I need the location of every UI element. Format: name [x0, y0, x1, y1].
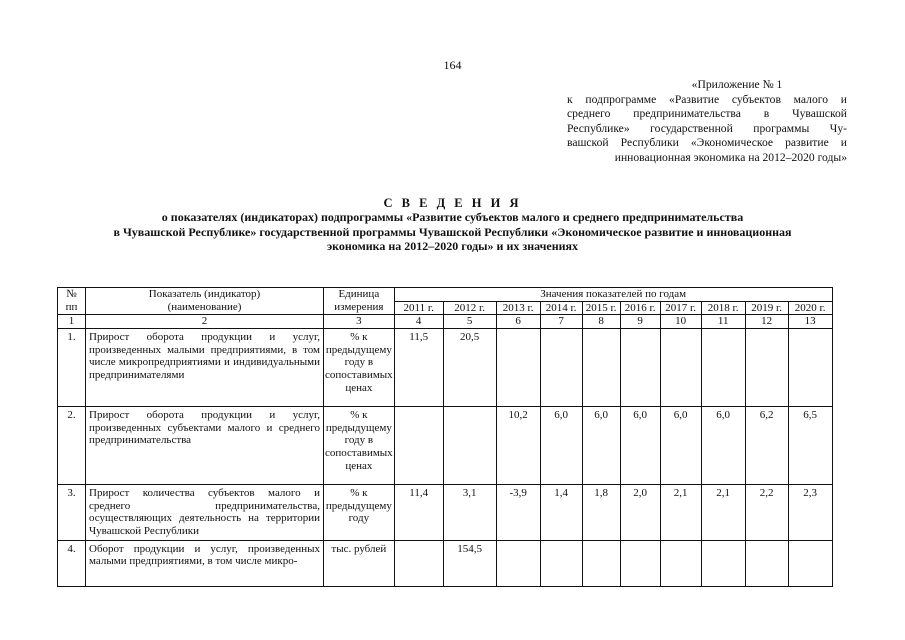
column-number: 8	[582, 315, 620, 329]
row-number: 4.	[58, 540, 86, 586]
value-cell	[620, 540, 660, 586]
document-heading	[40, 196, 865, 253]
table-row	[58, 407, 833, 485]
value-cell	[745, 540, 788, 586]
row-number: 3.	[58, 485, 86, 540]
header-values-group: Значения показателей по годам	[394, 288, 832, 302]
header-year: 2020 г.	[788, 301, 832, 315]
row-number: 2.	[58, 407, 86, 485]
value-cell	[701, 329, 745, 407]
header-year: 2019 г.	[745, 301, 788, 315]
value-cell	[540, 540, 582, 586]
value-cell	[540, 329, 582, 407]
header-num: № пп	[58, 288, 86, 315]
value-cell: 2,1	[660, 485, 701, 540]
appendix-line: инновационная экономика на 2012–2020 годы»	[614, 150, 847, 164]
indicator-name: Прирост оборота продукции и услуг, произведенных субъектами малого и среднего предпринимательства	[86, 407, 324, 485]
value-cell	[660, 540, 701, 586]
value-cell	[788, 329, 832, 407]
header-year: 2018 г.	[701, 301, 745, 315]
table-row	[58, 329, 833, 407]
value-cell: 2,3	[788, 485, 832, 540]
value-cell: 20,5	[443, 329, 496, 407]
value-cell: 6,2	[745, 407, 788, 485]
header-unit: Единица измерения	[324, 288, 395, 315]
value-cell: 1,4	[540, 485, 582, 540]
unit-of-measure: тыс. рублей	[324, 540, 395, 586]
header-year: 2014 г.	[540, 301, 582, 315]
header-year: 2011 г.	[394, 301, 443, 315]
value-cell	[745, 329, 788, 407]
value-cell	[394, 540, 443, 586]
column-number: 2	[86, 315, 324, 329]
column-number: 6	[496, 315, 540, 329]
value-cell: -3,9	[496, 485, 540, 540]
indicator-name: Оборот продукции и услуг, произведенных малыми предприятиями, в том числе микро-	[86, 540, 324, 586]
appendix-title: «Приложение № 1	[691, 78, 783, 91]
column-number: 1	[58, 315, 86, 329]
value-cell: 3,1	[443, 485, 496, 540]
appendix-line: к подпрограмме «Развитие субъектов малого и	[567, 92, 847, 106]
value-cell: 2,1	[701, 485, 745, 540]
value-cell	[660, 329, 701, 407]
header-year: 2015 г.	[582, 301, 620, 315]
appendix-line: Республике» государственной программы Чу-	[567, 121, 847, 135]
row-number: 1.	[58, 329, 86, 407]
value-cell: 6,0	[540, 407, 582, 485]
column-numbers-row	[58, 315, 833, 329]
value-cell	[394, 407, 443, 485]
value-cell: 10,2	[496, 407, 540, 485]
column-number: 9	[620, 315, 660, 329]
value-cell: 1,8	[582, 485, 620, 540]
header-year: 2017 г.	[660, 301, 701, 315]
value-cell: 2,0	[620, 485, 660, 540]
indicator-name: Прирост оборота продукции и услуг, произведенных малыми предприятиями, в том числе микропредприятиями и индивидуальными предпринимателями	[86, 329, 324, 407]
header-year: 2013 г.	[496, 301, 540, 315]
table-row	[58, 485, 833, 540]
value-cell: 11,4	[394, 485, 443, 540]
value-cell: 6,0	[660, 407, 701, 485]
value-cell: 6,5	[788, 407, 832, 485]
value-cell	[496, 329, 540, 407]
value-cell: 6,0	[582, 407, 620, 485]
heading-title: С В Е Д Е Н И Я	[383, 196, 522, 210]
value-cell	[620, 329, 660, 407]
column-number: 12	[745, 315, 788, 329]
value-cell: 6,0	[701, 407, 745, 485]
indicators-table	[57, 287, 833, 587]
unit-of-measure: % к предыдущему году	[324, 485, 395, 540]
indicator-name: Прирост количества субъектов малого и среднего предпринимательства, осуществляющих деятельность на территории Чувашской Республики	[86, 485, 324, 540]
heading-line: в Чувашской Республике» государственной программы Чувашской Республики «Экономическое развитие и инновационная	[113, 224, 792, 239]
unit-of-measure: % к предыдущему году в сопоставимых ценах	[324, 407, 395, 485]
value-cell	[788, 540, 832, 586]
column-number: 13	[788, 315, 832, 329]
column-number: 10	[660, 315, 701, 329]
appendix-note	[567, 78, 847, 166]
column-number: 11	[701, 315, 745, 329]
header-indicator: Показатель (индикатор) (наименование)	[86, 288, 324, 315]
header-year: 2016 г.	[620, 301, 660, 315]
table-header-row	[58, 288, 833, 302]
heading-line: о показателях (индикаторах) подпрограммы «Развитие субъектов малого и среднего предпринимательства	[161, 210, 744, 225]
table-row	[58, 540, 833, 586]
header-year: 2012 г.	[443, 301, 496, 315]
value-cell	[582, 329, 620, 407]
value-cell: 2,2	[745, 485, 788, 540]
column-number: 3	[324, 315, 395, 329]
value-cell	[582, 540, 620, 586]
value-cell: 154,5	[443, 540, 496, 586]
column-number: 5	[443, 315, 496, 329]
heading-line: экономика на 2012–2020 годы» и их значениях	[326, 238, 579, 253]
value-cell	[701, 540, 745, 586]
unit-of-measure: % к предыдущему году в сопоставимых ценах	[324, 329, 395, 407]
value-cell: 11,5	[394, 329, 443, 407]
value-cell	[443, 407, 496, 485]
value-cell	[496, 540, 540, 586]
appendix-line: вашской Республики «Экономическое развитие и	[567, 136, 847, 150]
page-number: 164	[443, 58, 462, 72]
column-number: 7	[540, 315, 582, 329]
value-cell: 6,0	[620, 407, 660, 485]
appendix-line: среднего предпринимательства в Чувашской	[567, 107, 847, 121]
column-number: 4	[394, 315, 443, 329]
